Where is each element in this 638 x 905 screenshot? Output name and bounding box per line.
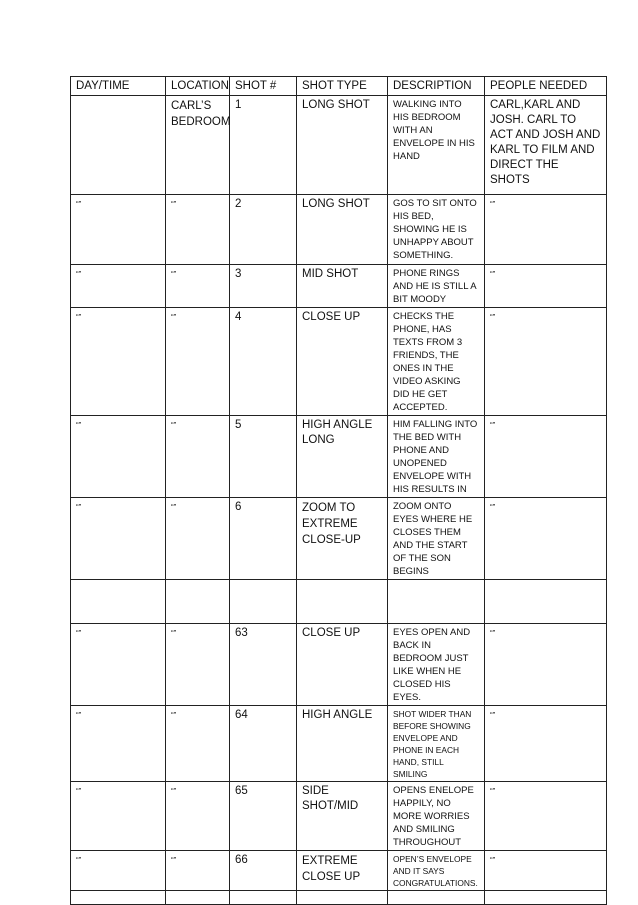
table-row bbox=[71, 706, 607, 782]
location-cell bbox=[166, 891, 230, 905]
description-cell: SHOT WIDER THAN BEFORE SHOWING ENVELOPE AND PHONE IN EACH HAND, STILL SMILING bbox=[388, 706, 485, 782]
table-row bbox=[71, 416, 607, 498]
table-row bbox=[71, 851, 607, 891]
day-cell bbox=[71, 96, 166, 195]
day-cell: “” bbox=[71, 498, 166, 580]
shot-number-cell: 1 bbox=[230, 96, 297, 195]
day-cell: “” bbox=[71, 706, 166, 782]
shot-number-cell: 3 bbox=[230, 265, 297, 308]
header-row bbox=[71, 77, 607, 96]
description-cell bbox=[388, 580, 485, 624]
header-cell: DAY/TIME bbox=[71, 77, 166, 96]
table-row bbox=[71, 195, 607, 265]
shot-type-cell: CLOSE UP bbox=[297, 624, 388, 706]
header-cell: LOCATION bbox=[166, 77, 230, 96]
people-cell: “” bbox=[485, 782, 607, 851]
description-cell: ZOOM ONTO EYES WHERE HE CLOSES THEM AND THE START OF THE SON BEGINS bbox=[388, 498, 485, 580]
day-cell: “” bbox=[71, 265, 166, 308]
shot-type-cell: CLOSE UP bbox=[297, 308, 388, 416]
shot-number-cell: 65 bbox=[230, 782, 297, 851]
table-row bbox=[71, 96, 607, 195]
location-cell: “” bbox=[166, 624, 230, 706]
shot-type-cell bbox=[297, 580, 388, 624]
description-cell: WALKING INTO HIS BEDROOM WITH AN ENVELOPE IN HIS HAND bbox=[388, 96, 485, 195]
people-cell: “” bbox=[485, 416, 607, 498]
people-cell bbox=[485, 580, 607, 624]
location-cell: “” bbox=[166, 195, 230, 265]
people-cell: “” bbox=[485, 706, 607, 782]
shot-type-cell: ZOOM TO EXTREME CLOSE-UP bbox=[297, 498, 388, 580]
shot-number-cell: 5 bbox=[230, 416, 297, 498]
table-row bbox=[71, 891, 607, 905]
shot-type-cell: MID SHOT bbox=[297, 265, 388, 308]
location-cell: CARL’S BEDROOM bbox=[166, 96, 230, 195]
people-cell: “” bbox=[485, 498, 607, 580]
table-row bbox=[71, 782, 607, 851]
shot-list-table bbox=[70, 76, 607, 905]
header-cell: PEOPLE NEEDED bbox=[485, 77, 607, 96]
people-cell: “” bbox=[485, 851, 607, 891]
shot-type-cell: HIGH ANGLE LONG bbox=[297, 416, 388, 498]
location-cell: “” bbox=[166, 265, 230, 308]
people-cell: “” bbox=[485, 308, 607, 416]
header-cell: DESCRIPTION bbox=[388, 77, 485, 96]
shot-number-cell bbox=[230, 891, 297, 905]
table-row bbox=[71, 624, 607, 706]
location-cell bbox=[166, 580, 230, 624]
day-cell: “” bbox=[71, 851, 166, 891]
shot-type-cell: LONG SHOT bbox=[297, 96, 388, 195]
table-row bbox=[71, 498, 607, 580]
location-cell: “” bbox=[166, 416, 230, 498]
shot-number-cell bbox=[230, 580, 297, 624]
table-row bbox=[71, 580, 607, 624]
shot-number-cell: 63 bbox=[230, 624, 297, 706]
day-cell: “” bbox=[71, 195, 166, 265]
people-cell: “” bbox=[485, 195, 607, 265]
day-cell: “” bbox=[71, 782, 166, 851]
description-cell: CHECKS THE PHONE, HAS TEXTS FROM 3 FRIENDS, THE ONES IN THE VIDEO ASKING DID HE GET ACCEPTED. bbox=[388, 308, 485, 416]
location-cell: “” bbox=[166, 706, 230, 782]
description-cell: GOS TO SIT ONTO HIS BED, SHOWING HE IS UNHAPPY ABOUT SOMETHING. bbox=[388, 195, 485, 265]
description-cell: PHONE RINGS AND HE IS STILL A BIT MOODY bbox=[388, 265, 485, 308]
description-cell: EYES OPEN AND BACK IN BEDROOM JUST LIKE WHEN HE CLOSED HIS EYES. bbox=[388, 624, 485, 706]
shot-type-cell: SIDE SHOT/MID bbox=[297, 782, 388, 851]
day-cell: “” bbox=[71, 416, 166, 498]
people-cell: CARL,KARL AND JOSH. CARL TO ACT AND JOSH AND KARL TO FILM AND DIRECT THE SHOTS bbox=[485, 96, 607, 195]
location-cell: “” bbox=[166, 498, 230, 580]
header-cell: SHOT # bbox=[230, 77, 297, 96]
description-cell bbox=[388, 891, 485, 905]
shot-type-cell: HIGH ANGLE bbox=[297, 706, 388, 782]
location-cell: “” bbox=[166, 308, 230, 416]
people-cell: “” bbox=[485, 624, 607, 706]
shot-number-cell: 6 bbox=[230, 498, 297, 580]
description-cell: HIM FALLING INTO THE BED WITH PHONE AND UNOPENED ENVELOPE WITH HIS RESULTS IN bbox=[388, 416, 485, 498]
header-cell: SHOT TYPE bbox=[297, 77, 388, 96]
location-cell: “” bbox=[166, 782, 230, 851]
shot-type-cell bbox=[297, 891, 388, 905]
shot-type-cell: EXTREME CLOSE UP bbox=[297, 851, 388, 891]
description-cell: OPEN’S ENVELOPE AND IT SAYS CONGRATULATIONS. bbox=[388, 851, 485, 891]
people-cell: “” bbox=[485, 265, 607, 308]
day-cell: “” bbox=[71, 308, 166, 416]
day-cell: “” bbox=[71, 624, 166, 706]
table-row bbox=[71, 308, 607, 416]
shot-number-cell: 4 bbox=[230, 308, 297, 416]
table-row bbox=[71, 265, 607, 308]
shot-number-cell: 64 bbox=[230, 706, 297, 782]
shot-number-cell: 2 bbox=[230, 195, 297, 265]
day-cell bbox=[71, 891, 166, 905]
day-cell bbox=[71, 580, 166, 624]
shot-number-cell: 66 bbox=[230, 851, 297, 891]
people-cell bbox=[485, 891, 607, 905]
location-cell: “” bbox=[166, 851, 230, 891]
shot-type-cell: LONG SHOT bbox=[297, 195, 388, 265]
description-cell: OPENS ENELOPE HAPPILY, NO MORE WORRIES AND SMILING THROUGHOUT bbox=[388, 782, 485, 851]
